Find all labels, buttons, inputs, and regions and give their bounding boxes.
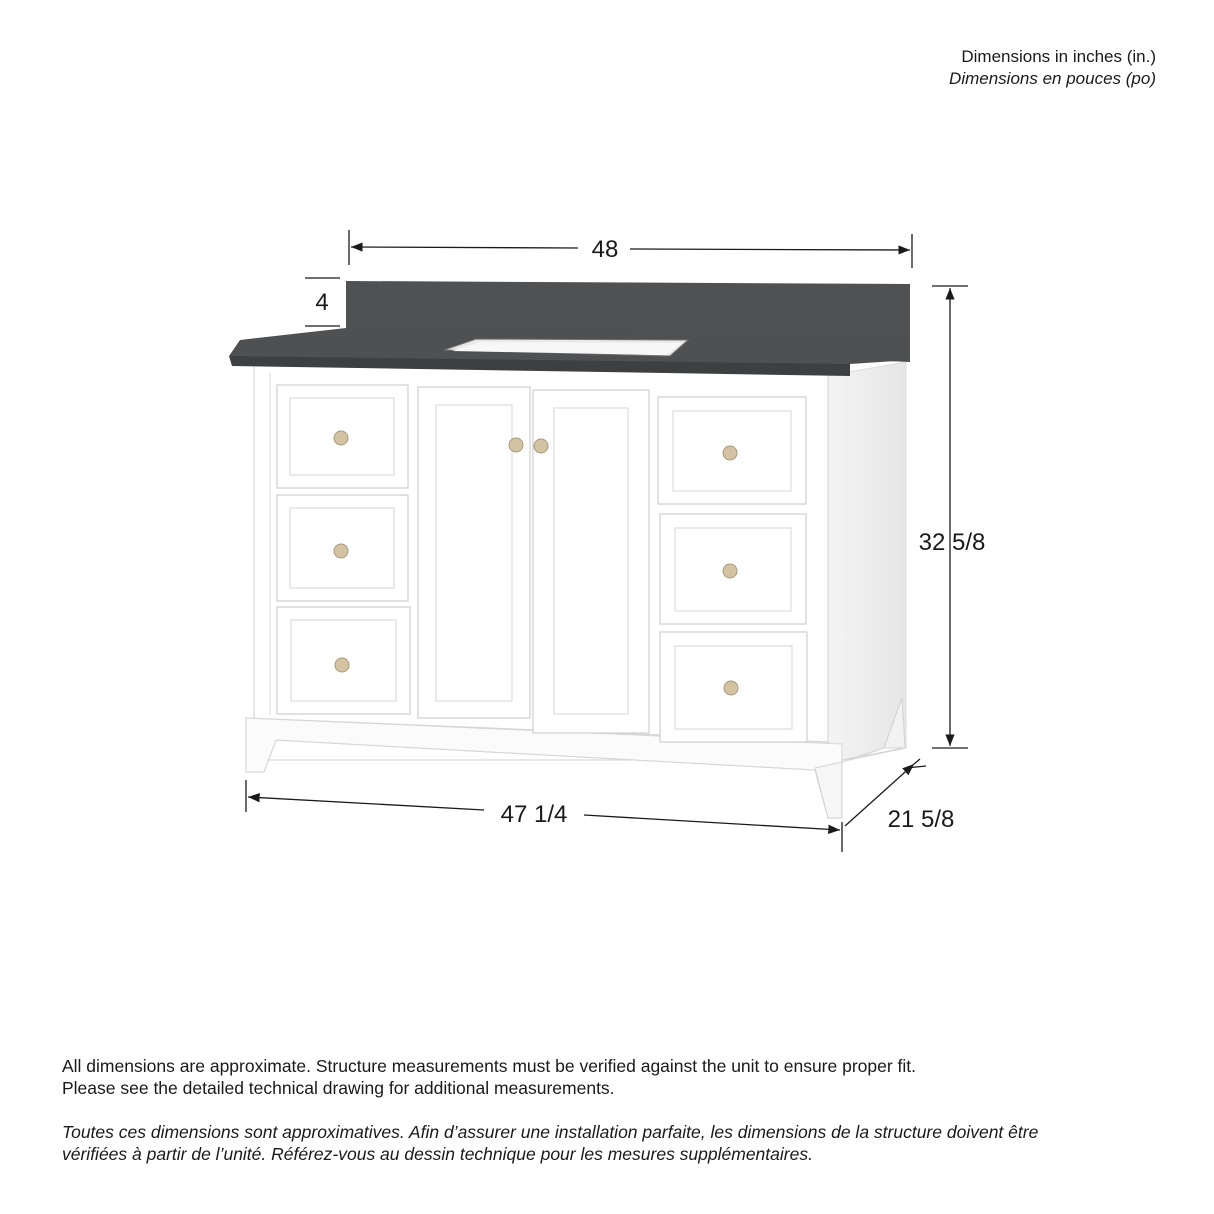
units-french: Dimensions en pouces (po)	[949, 69, 1156, 88]
disclaimer-notes	[62, 1055, 1162, 1165]
top-width-line-right	[630, 249, 910, 250]
knob	[334, 431, 348, 445]
knob	[509, 438, 523, 452]
note-english-1: All dimensions are approximate. Structure measurements must be verified against the unit to ensure proper fit.	[62, 1056, 917, 1076]
cabinet-doors	[418, 387, 649, 733]
knob	[723, 564, 737, 578]
note-english-2: Please see the detailed technical drawing for additional measurements.	[62, 1078, 615, 1098]
left-door	[418, 387, 530, 718]
knob	[723, 446, 737, 460]
knob	[334, 544, 348, 558]
right-front-leg	[815, 762, 842, 818]
base-width-line-right	[584, 815, 840, 830]
note-french-1: Toutes ces dimensions sont approximatives. Afin d’assurer une installation parfaite, les dimensions de la structure doivent être	[62, 1122, 1039, 1142]
vanity	[229, 281, 910, 818]
height-label: 32 5/8	[918, 529, 986, 556]
units-english: Dimensions in inches (in.)	[961, 47, 1156, 66]
top-width-label: 48	[591, 236, 619, 263]
base-width-label: 47 1/4	[500, 801, 568, 828]
cabinet-side	[826, 362, 906, 765]
depth-label: 21 5/8	[887, 806, 955, 833]
base-width-line-left	[248, 797, 484, 810]
knob	[335, 658, 349, 672]
knob	[724, 681, 738, 695]
right-door	[533, 390, 649, 733]
backsplash-height-label: 4	[315, 289, 329, 316]
knob	[534, 439, 548, 453]
top-width-line-left	[351, 247, 578, 248]
note-french-2: vérifiées à partir de l’unité. Référez-vous au dessin technique pour les mesures supplémentaires.	[62, 1144, 813, 1164]
